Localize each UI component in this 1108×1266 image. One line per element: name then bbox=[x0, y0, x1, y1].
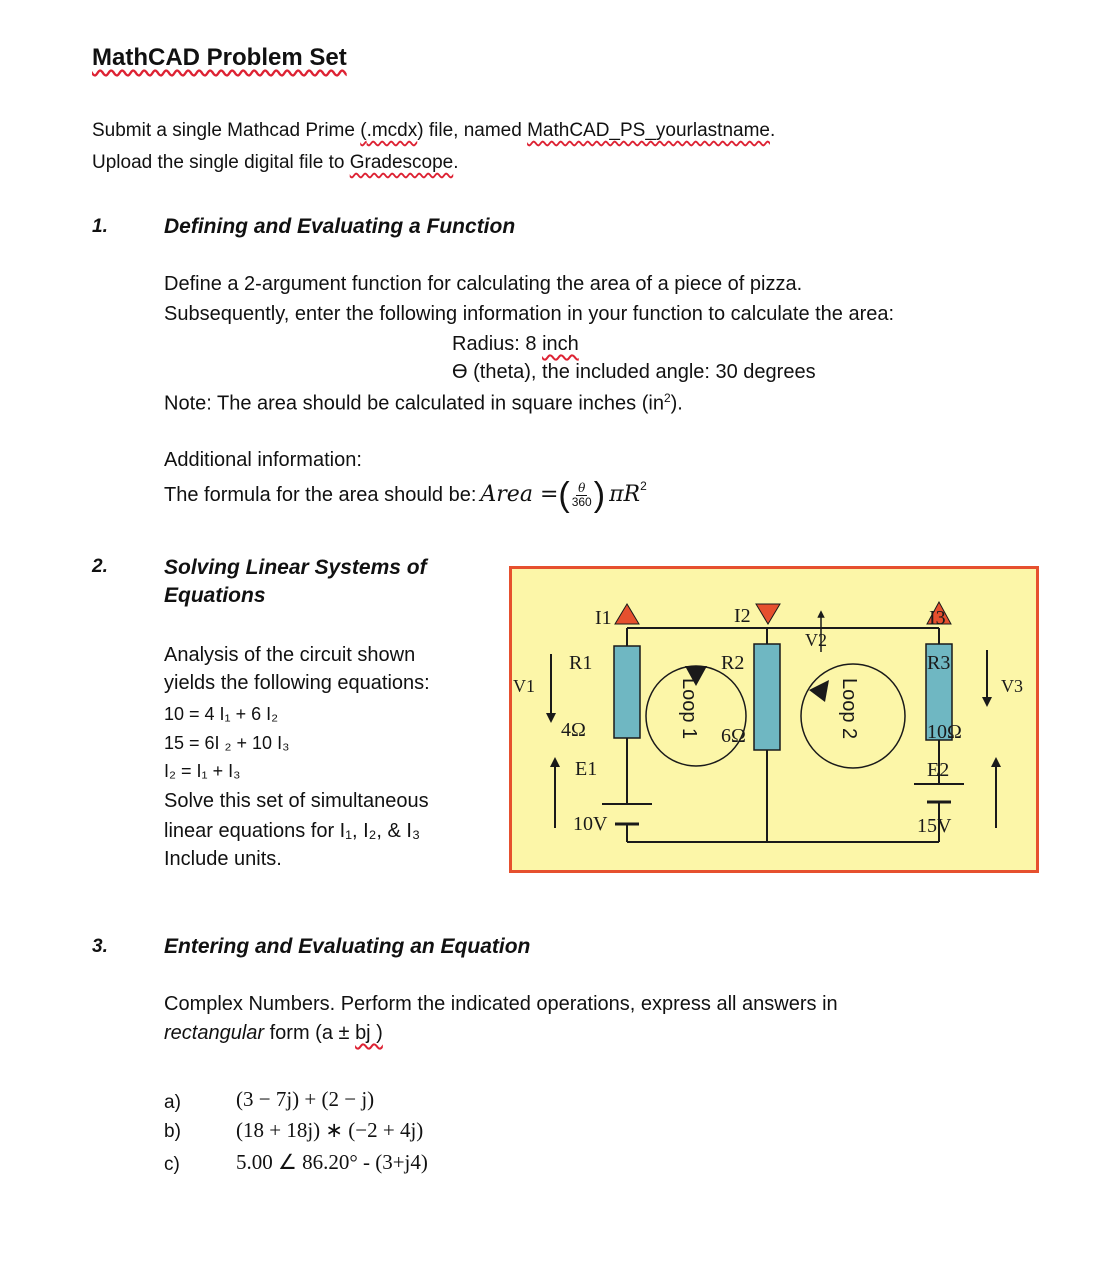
q3-intro-line1: Complex Numbers. Perform the indicated operations, express all answers in bbox=[164, 993, 838, 1015]
q3-heading: Entering and Evaluating an Equation bbox=[164, 935, 531, 958]
resistor-r1 bbox=[614, 646, 640, 738]
label-e2: E2 bbox=[927, 759, 950, 781]
label-v1: V1 bbox=[513, 676, 535, 696]
q2-solve-2: linear equations for I₁, I₂, & I₃ bbox=[164, 820, 421, 842]
q2-line: yields the following equations: bbox=[164, 672, 430, 694]
file-name: MathCAD_PS_yourlastname bbox=[527, 120, 770, 141]
q1-formula: The formula for the area should be: Area = ( $\frac{\theta}{360}$ ) πR $^2$ bbox=[164, 476, 647, 514]
q2-heading-line2: Equations bbox=[164, 584, 266, 607]
label-i1: I1 bbox=[595, 607, 612, 629]
item-a-label: a) bbox=[164, 1092, 181, 1113]
label-i3: I3 bbox=[929, 607, 946, 629]
label-r3: R3 bbox=[927, 652, 951, 674]
item-a-expression: (3 − 7j) + (2 − j) bbox=[236, 1087, 375, 1111]
q1-theta: ϴ (theta), the included angle: 30 degrees bbox=[452, 361, 816, 383]
equation-2: 15 = 6I ₂ + 10 I₃ bbox=[164, 733, 290, 753]
q1-note: Note: The area should be calculated in square inches $(in^2)$. bbox=[164, 391, 683, 415]
item-b-label: b) bbox=[164, 1121, 181, 1142]
q2-line: Analysis of the circuit shown bbox=[164, 644, 416, 666]
label-r1-value: 4Ω bbox=[561, 719, 586, 741]
resistor-r2 bbox=[754, 644, 780, 750]
label-loop-1: Loop 1 bbox=[678, 678, 700, 740]
q3-number: 3. bbox=[92, 936, 108, 957]
label-r3-value: 10Ω bbox=[927, 721, 962, 743]
equation-3: I₂ = I₁ + I₃ bbox=[164, 761, 241, 781]
label-v3: V3 bbox=[1001, 676, 1023, 696]
label-r1: R1 bbox=[569, 652, 593, 674]
q2-solve-1: Solve this set of simultaneous bbox=[164, 790, 429, 812]
formula-lhs: Area = bbox=[480, 482, 559, 507]
page-title: MathCAD Problem Set bbox=[92, 44, 347, 71]
q1-number: 1. bbox=[92, 216, 108, 237]
q2-number: 2. bbox=[92, 556, 108, 577]
circuit-diagram bbox=[509, 566, 1039, 873]
label-e1: E1 bbox=[575, 758, 598, 780]
q1-line1: Define a 2-argument function for calculating the area of a piece of pizza. bbox=[164, 273, 803, 295]
label-e2-value: 15V bbox=[917, 815, 952, 837]
label-i2: I2 bbox=[734, 605, 751, 627]
q3-intro-line2: rectangular form (a ± bj ) bbox=[164, 1022, 383, 1044]
label-v2: V2 bbox=[805, 630, 827, 650]
label-r2: R2 bbox=[721, 652, 745, 674]
label-r2-value: 6Ω bbox=[721, 725, 746, 747]
label-loop-2: Loop 2 bbox=[838, 678, 860, 740]
item-c-label: c) bbox=[164, 1154, 180, 1175]
q2-solve-3: Include units. bbox=[164, 848, 282, 870]
gradescope-link: Gradescope bbox=[349, 152, 454, 173]
q1-line2: Subsequently, enter the following information in your function to calculate the area: bbox=[164, 303, 895, 325]
item-b-expression: (18 + 18j) ∗ (−2 + 4j) bbox=[236, 1118, 424, 1142]
formula-rhs: πR bbox=[609, 482, 641, 507]
equation-1: 10 = 4 I₁ + 6 I₂ bbox=[164, 704, 279, 724]
q1-radius: Radius: 8 inch bbox=[452, 333, 579, 355]
item-c-expression: 5.00 ∠ 86.20° - (3+j4) bbox=[236, 1150, 428, 1174]
submit-instructions: Submit a single Mathcad Prime (.mcdx) file, named MathCAD_PS_yourlastname. bbox=[92, 120, 776, 141]
label-e1-value: 10V bbox=[573, 813, 608, 835]
upload-instructions: Upload the single digital file to Gradescope. bbox=[92, 152, 459, 173]
q1-additional: Additional information: bbox=[164, 449, 362, 471]
q1-heading: Defining and Evaluating a Function bbox=[164, 215, 516, 238]
q2-heading-line1: Solving Linear Systems of bbox=[164, 556, 427, 579]
